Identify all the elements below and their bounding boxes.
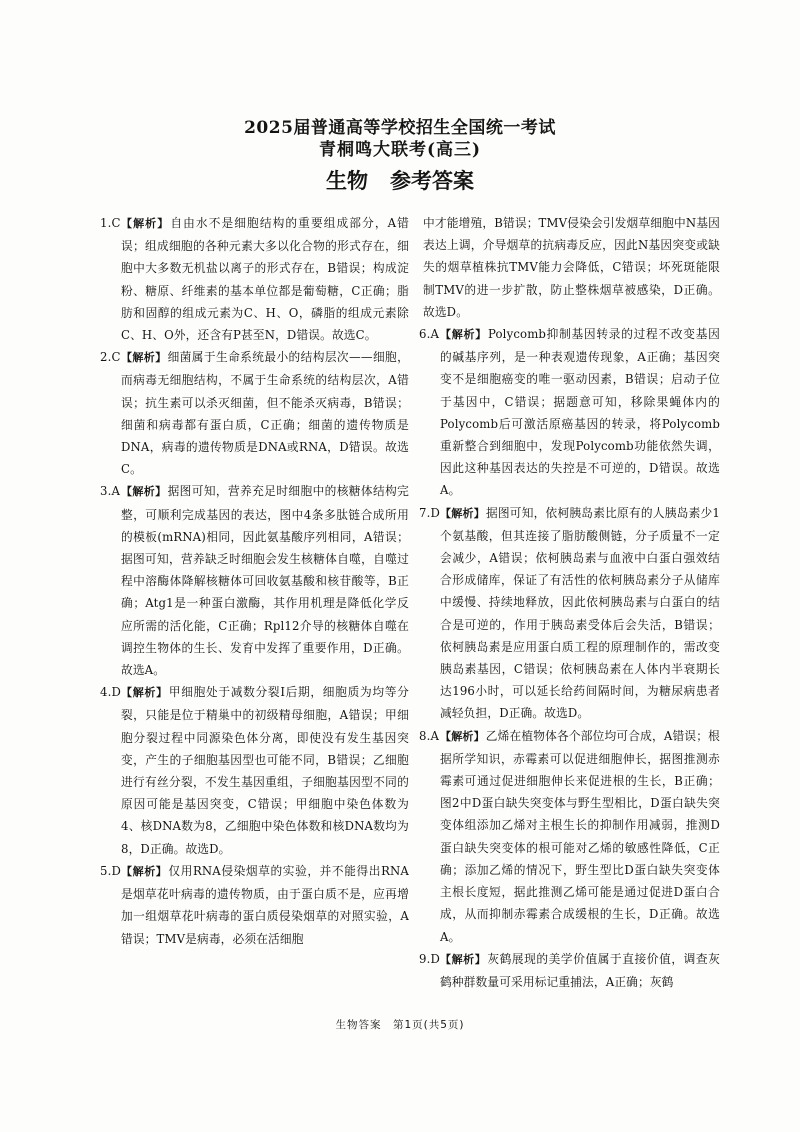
answer-text: 乙烯在植物体各个部位均可合成，A错误；根据所学知识，赤霉素可以促进细胞伸长，据图推测赤霉素可通过促进细胞伸长来促进根的生长，B正确；图2中D蛋白缺失突变体与野生型相比，D蛋白缺失突变体组添加乙烯对主根生长的抑制作用减弱，推测D蛋白缺失突变体的根可能对乙烯的敏感性降低，C正确；添加乙烯的情况下，野生型比D蛋白缺失突变体主根长度短，据此推测乙烯可能是通过促进D蛋白合成，从而抑制赤霉素合成缓根的生长，D正确。故选A。 [440,728,720,944]
answer-text: 中才能增殖，B错误；TMV侵染会引发烟草细胞中N基因表达上调，介导烟草的抗病毒反应，因此N基因突变或缺失的烟草植株抗TMV能力会降低，C错误；坏死斑能限制TMV的进一步扩散，防止整株烟草被感染，D正确。故选D。 [423,216,720,319]
answer-text: 细菌属于生命系统最小的结构层次——细胞，而病毒无细胞结构，不属于生命系统的结构层次，A错误；抗生素可以杀灭细菌，但不能杀灭病毒，B错误；细菌和病毒都有蛋白质，C正确；细菌的遗传物质是DNA，病毒的遗传物质是DNA或RNA，D错误。故选C。 [121,350,409,477]
subject-heading [0,166,800,196]
analysis-tag: 【解析】 [121,686,168,700]
analysis-tag: 【解析】 [121,485,167,499]
question-number: 3.A [100,484,121,499]
answer-item [419,948,720,993]
exam-title: 2025届普通高等学校招生全国统一考试 [244,118,556,138]
answer-item [419,502,720,725]
analysis-tag: 【解析】 [440,952,487,966]
answer-item [419,323,720,502]
question-number: 7.D [419,505,440,520]
answer-text: 自由水不是细胞结构的重要组成部分，A错误；组成细胞的各种元素大多以化合物的形式存在，细胞中大多数无机盐以离子的形式存在，B错误；构成淀粉、糖原、纤维素的基本单位都是葡萄糖，C正确；脂肪和固醇的组成元素为C、H、O，磷脂的组成元素除C、H、O外，还含有P甚至N，D错误。故选C。 [121,216,409,343]
answer-text: 灰鹤展现的美学价值属于直接价值，调查灰鹤种群数量可采用标记重捕法，A正确；灰鹤 [440,951,720,989]
answer-item [419,212,720,323]
right-column [419,212,720,993]
analysis-tag: 【解析】 [440,729,485,743]
analysis-tag: 【解析】 [121,864,168,878]
question-number: 8.A [419,728,440,743]
left-column [100,212,409,950]
answer-text: 甲细胞处于减数分裂Ⅰ后期，细胞质为均等分裂，只能是位于精巢中的初级精母细胞，A错误；甲细胞分裂过程中同源染色体分离，即使没有发生基因突变，产生的子细胞基因型也可能不同，B错误；乙细胞进行有丝分裂，不发生基因重组，子细胞基因型不同的原因可能是基因突变，C错误；甲细胞中染色体数为4、核DNA数为8，乙细胞中染色体数和核DNA数均为8，D正确。故选D。 [121,685,409,856]
question-number: 5.D [100,863,121,878]
analysis-tag: 【解析】 [440,506,485,520]
answer-item [100,346,409,480]
answer-item [100,860,409,950]
answer-item [100,681,409,860]
analysis-tag: 【解析】 [121,351,167,365]
analysis-tag: 【解析】 [440,328,487,342]
answer-item [100,212,409,346]
page-header [0,118,800,196]
answer-text: 据图可知，依柯胰岛素比原有的人胰岛素少1个氨基酸，但其连接了脂肪酸侧链，分子质量不一定会减少，A错误；依柯胰岛素与血液中白蛋白强效结合形成储库，保证了有活性的依柯胰岛素分子从储库中缓慢、持续地释放，因此依柯胰岛素与白蛋白的结合是可逆的，作用于胰岛素受体后会失活，B错误；依柯胰岛素是应用蛋白质工程的原理制作的，需改变胰岛素基因，C错误；依柯胰岛素在人体内半衰期长达196小时，可以延长给药间隔时间，为糖尿病患者减轻负担，D正确。故选D。 [440,505,720,721]
answer-key-label: 参考答案 [390,169,474,193]
subject-name: 生物 [326,169,368,193]
question-number: 4.D [100,685,121,700]
question-number: 6.A [419,327,440,342]
analysis-tag: 【解析】 [121,217,170,230]
answer-item [100,480,409,681]
question-number: 1.C [100,216,121,230]
answer-text: Polycomb抑制基因转录的过程不改变基因的碱基序列，是一种表观遗传现象，A正确；基因突变不是细胞癌变的唯一驱动因素，B错误；启动子位于基因中，C错误；据题意可知，移除果蝇体内的Polycomb后可激活原癌基因的转录，将Polycomb重新整合到细胞中，发现Polycomb功能依然失调，因此这种基因表达的失控是不可逆的，D错误。故选A。 [440,327,720,498]
answer-item [419,725,720,948]
answer-text: 据图可知，营养充足时细胞中的核糖体结构完整，可顺利完成基因的表达，图中4条多肽链合成所用的模板(mRNA)相同，因此氨基酸序列相同，A错误；据图可知，营养缺乏时细胞会发生核糖体自噬，自噬过程中溶酶体降解核糖体可回收氨基酸和核苷酸等，B正确；Atg1是一种蛋白激酶，其作用机理是降低化学反应所需的活化能，C正确；Rpl12介导的核糖体自噬在调控生物体的生长、发育中发挥了重要作用，D正确。故选A。 [121,484,409,678]
question-number: 2.C [100,350,121,365]
answer-text: 仅用RNA侵染烟草的实验，并不能得出RNA是烟草花叶病毒的遗传物质，由于蛋白质不是，应再增加一组烟草花叶病毒的蛋白质侵染烟草的对照实验，A错误；TMV是病毒，必须在活细胞 [121,863,409,946]
exam-subtitle: 青桐鸣大联考(高三) [318,140,482,160]
page-footer: 生物答案 第1页(共5页) [335,1019,465,1031]
question-number: 9.D [419,951,440,966]
